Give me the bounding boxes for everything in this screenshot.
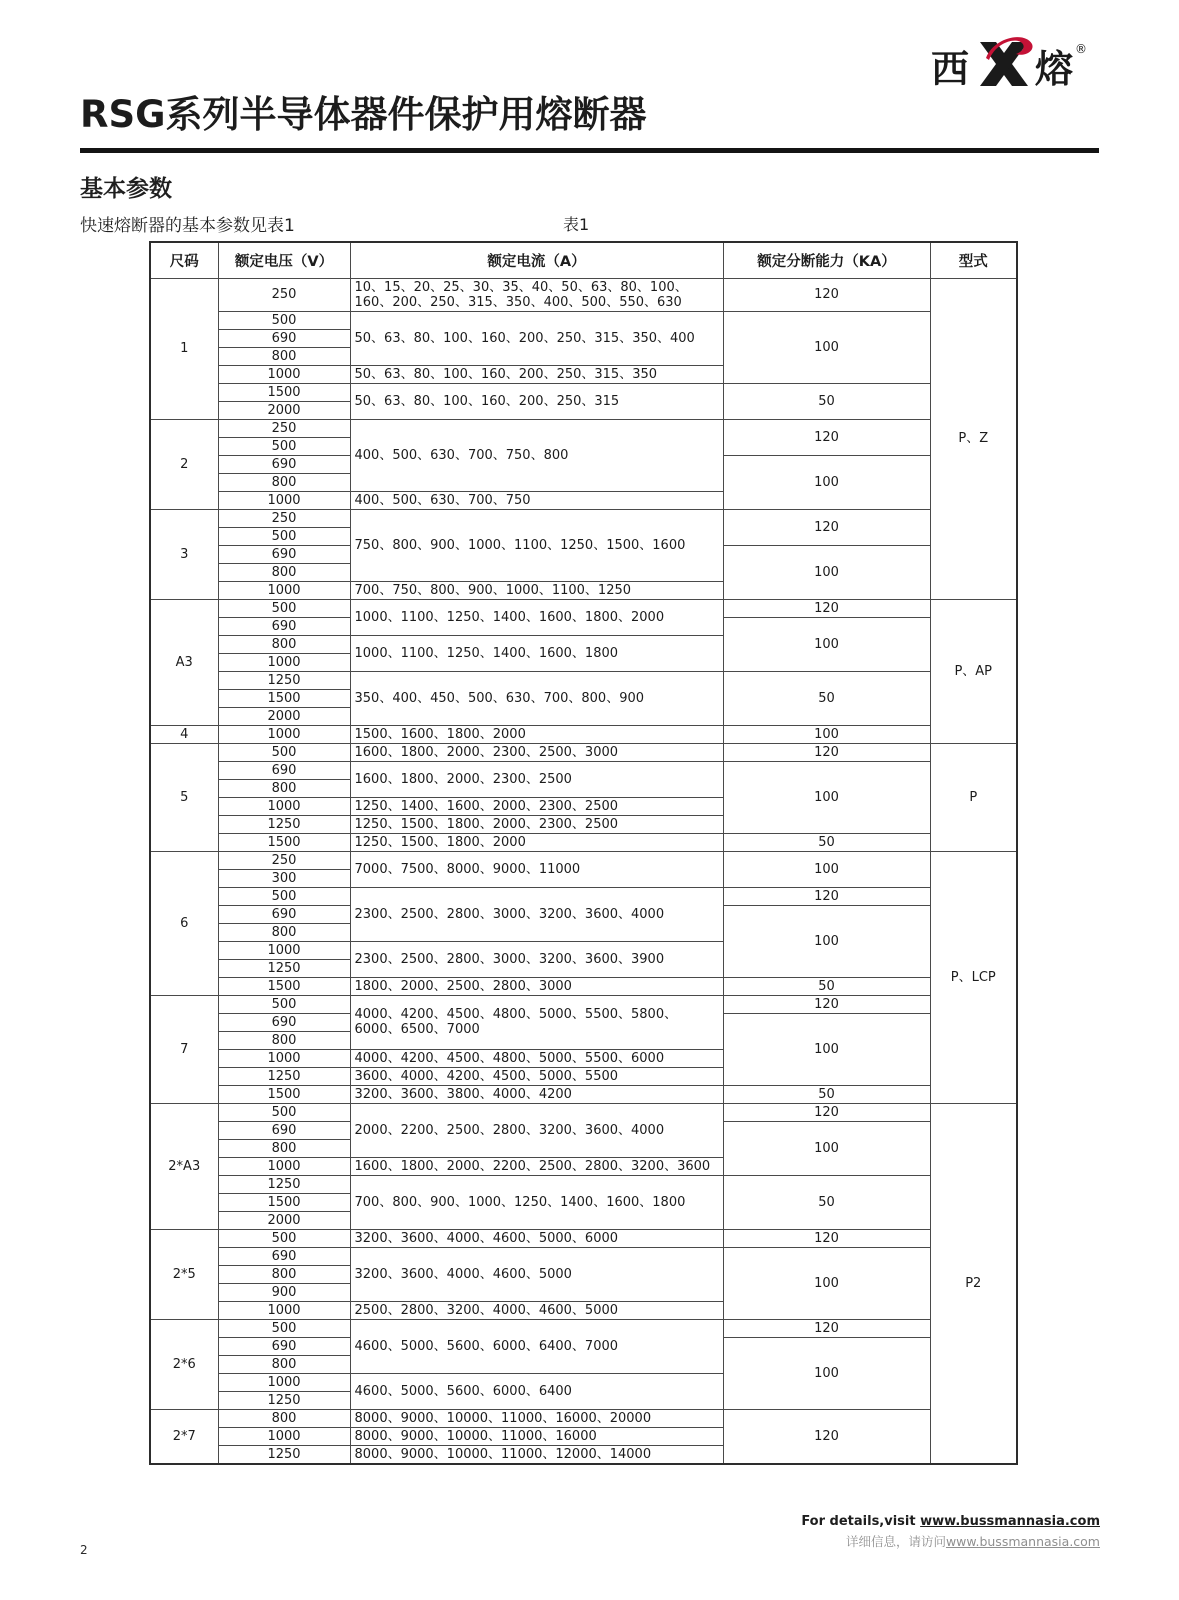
voltage-cell: 800 — [218, 635, 350, 653]
voltage-cell: 500 — [218, 743, 350, 761]
voltage-cell: 690 — [218, 1337, 350, 1355]
size-cell: A3 — [150, 599, 218, 725]
voltage-cell: 1000 — [218, 941, 350, 959]
logo-char-left: 西 — [930, 47, 969, 91]
current-cell: 1600、1800、2000、2300、2500 — [350, 761, 723, 797]
voltage-cell: 690 — [218, 617, 350, 635]
voltage-cell: 1000 — [218, 797, 350, 815]
breaking-cell: 100 — [723, 1247, 930, 1319]
current-cell: 3600、4000、4200、4500、5000、5500 — [350, 1067, 723, 1085]
logo-char-right: 熔 — [1034, 47, 1073, 91]
current-cell: 700、800、900、1000、1250、1400、1600、1800 — [350, 1175, 723, 1229]
current-cell: 4000、4200、4500、4800、5000、5500、5800、6000、6500、7000 — [350, 995, 723, 1049]
current-cell: 400、500、630、700、750 — [350, 491, 723, 509]
voltage-cell: 1000 — [218, 1157, 350, 1175]
size-cell: 4 — [150, 725, 218, 743]
voltage-cell: 690 — [218, 1121, 350, 1139]
voltage-cell: 1500 — [218, 689, 350, 707]
size-cell: 6 — [150, 851, 218, 995]
voltage-cell: 500 — [218, 1319, 350, 1337]
table-row — [150, 851, 1017, 869]
voltage-cell: 500 — [218, 1229, 350, 1247]
breaking-cell: 100 — [723, 1337, 930, 1409]
current-cell: 8000、9000、10000、11000、16000、20000 — [350, 1409, 723, 1427]
column-header: 型式 — [930, 242, 1017, 278]
page-footer — [801, 1514, 1100, 1550]
voltage-cell: 250 — [218, 419, 350, 437]
voltage-cell: 250 — [218, 509, 350, 527]
breaking-cell: 120 — [723, 743, 930, 761]
section-heading: 基本参数 — [80, 176, 172, 202]
breaking-cell: 120 — [723, 278, 930, 311]
current-cell: 7000、7500、8000、9000、11000 — [350, 851, 723, 887]
voltage-cell: 800 — [218, 347, 350, 365]
voltage-cell: 500 — [218, 437, 350, 455]
voltage-cell: 1000 — [218, 581, 350, 599]
voltage-cell: 1250 — [218, 671, 350, 689]
breaking-cell: 120 — [723, 1229, 930, 1247]
breaking-cell: 100 — [723, 1013, 930, 1085]
type-cell: P — [930, 743, 1017, 851]
voltage-cell: 1000 — [218, 725, 350, 743]
type-cell: P、Z — [930, 278, 1017, 599]
table-row — [150, 1085, 1017, 1103]
current-cell: 1250、1400、1600、2000、2300、2500 — [350, 797, 723, 815]
voltage-cell: 800 — [218, 1265, 350, 1283]
voltage-cell: 300 — [218, 869, 350, 887]
breaking-cell: 120 — [723, 1319, 930, 1337]
current-cell: 1600、1800、2000、2200、2500、2800、3200、3600 — [350, 1157, 723, 1175]
current-cell: 1000、1100、1250、1400、1600、1800 — [350, 635, 723, 671]
voltage-cell: 800 — [218, 1355, 350, 1373]
table-row — [150, 1103, 1017, 1121]
breaking-cell: 50 — [723, 1175, 930, 1229]
voltage-cell: 500 — [218, 311, 350, 329]
page-title: RSG系列半导体器件保护用熔断器 — [80, 93, 647, 136]
breaking-cell: 50 — [723, 383, 930, 419]
voltage-cell: 800 — [218, 1139, 350, 1157]
voltage-cell: 1000 — [218, 1373, 350, 1391]
size-cell: 7 — [150, 995, 218, 1103]
current-cell: 1500、1600、1800、2000 — [350, 725, 723, 743]
voltage-cell: 690 — [218, 1247, 350, 1265]
voltage-cell: 800 — [218, 923, 350, 941]
table-row — [150, 977, 1017, 995]
current-cell: 50、63、80、100、160、200、250、315、350 — [350, 365, 723, 383]
brand-logo — [930, 34, 1087, 91]
current-cell: 1250、1500、1800、2000 — [350, 833, 723, 851]
breaking-cell: 100 — [723, 545, 930, 599]
voltage-cell: 1000 — [218, 1427, 350, 1445]
size-cell: 3 — [150, 509, 218, 599]
breaking-cell: 100 — [723, 851, 930, 887]
voltage-cell: 1250 — [218, 959, 350, 977]
footer-link-en[interactable]: www.bussmannasia.com — [920, 1514, 1100, 1529]
breaking-cell: 120 — [723, 887, 930, 905]
current-cell: 750、800、900、1000、1100、1250、1500、1600 — [350, 509, 723, 581]
voltage-cell: 1000 — [218, 653, 350, 671]
current-cell: 1800、2000、2500、2800、3000 — [350, 977, 723, 995]
current-cell: 2000、2200、2500、2800、3200、3600、4000 — [350, 1103, 723, 1157]
current-cell: 3200、3600、3800、4000、4200 — [350, 1085, 723, 1103]
voltage-cell: 690 — [218, 545, 350, 563]
voltage-cell: 800 — [218, 473, 350, 491]
voltage-cell: 690 — [218, 761, 350, 779]
table-row — [150, 761, 1017, 779]
current-cell: 4600、5000、5600、6000、6400、7000 — [350, 1319, 723, 1373]
table-row — [150, 725, 1017, 743]
voltage-cell: 900 — [218, 1283, 350, 1301]
current-cell: 2300、2500、2800、3000、3200、3600、3900 — [350, 941, 723, 977]
table-header-row — [150, 242, 1017, 278]
voltage-cell: 1000 — [218, 1049, 350, 1067]
voltage-cell: 1250 — [218, 1391, 350, 1409]
xr-swoosh-icon — [970, 34, 1034, 90]
type-cell: P、LCP — [930, 851, 1017, 1103]
current-cell: 50、63、80、100、160、200、250、315 — [350, 383, 723, 419]
voltage-cell: 1250 — [218, 1067, 350, 1085]
footer-text-cn: 详细信息，请访问 — [845, 1534, 946, 1549]
voltage-cell: 800 — [218, 779, 350, 797]
voltage-cell: 1000 — [218, 365, 350, 383]
size-cell: 2*6 — [150, 1319, 218, 1409]
voltage-cell: 1000 — [218, 491, 350, 509]
table-row — [150, 1319, 1017, 1337]
page-number: 2 — [80, 1543, 88, 1557]
voltage-cell: 1500 — [218, 383, 350, 401]
title-rule — [80, 148, 1099, 153]
breaking-cell: 50 — [723, 833, 930, 851]
voltage-cell: 500 — [218, 995, 350, 1013]
breaking-cell: 120 — [723, 995, 930, 1013]
registered-trademark: ® — [1075, 42, 1087, 56]
current-cell: 1000、1100、1250、1400、1600、1800、2000 — [350, 599, 723, 635]
breaking-cell: 120 — [723, 1409, 930, 1464]
table-container — [149, 241, 1018, 1465]
column-header: 尺码 — [150, 242, 218, 278]
table-row — [150, 1175, 1017, 1193]
table-row — [150, 509, 1017, 527]
voltage-cell: 800 — [218, 563, 350, 581]
breaking-cell: 100 — [723, 311, 930, 383]
table-row — [150, 278, 1017, 311]
voltage-cell: 690 — [218, 1013, 350, 1031]
breaking-cell: 100 — [723, 725, 930, 743]
voltage-cell: 1500 — [218, 977, 350, 995]
column-header: 额定电压（V） — [218, 242, 350, 278]
table-row — [150, 383, 1017, 401]
table-caption: 快速熔断器的基本参数见表1 — [80, 216, 295, 236]
voltage-cell: 1500 — [218, 1193, 350, 1211]
voltage-cell: 1250 — [218, 1445, 350, 1464]
voltage-cell: 800 — [218, 1031, 350, 1049]
breaking-cell: 100 — [723, 761, 930, 833]
spec-table — [149, 241, 1018, 1465]
current-cell: 350、400、450、500、630、700、800、900 — [350, 671, 723, 725]
current-cell: 4600、5000、5600、6000、6400 — [350, 1373, 723, 1409]
size-cell: 1 — [150, 278, 218, 419]
footer-link-cn[interactable]: www.bussmannasia.com — [945, 1534, 1100, 1549]
breaking-cell: 100 — [723, 617, 930, 671]
voltage-cell: 2000 — [218, 1211, 350, 1229]
voltage-cell: 1250 — [218, 1175, 350, 1193]
breaking-cell: 100 — [723, 455, 930, 509]
current-cell: 10、15、20、25、30、35、40、50、63、80、100、160、200、250、315、350、400、500、550、630 — [350, 278, 723, 311]
voltage-cell: 800 — [218, 1409, 350, 1427]
breaking-cell: 120 — [723, 419, 930, 455]
table-row — [150, 833, 1017, 851]
current-cell: 2300、2500、2800、3000、3200、3600、4000 — [350, 887, 723, 941]
voltage-cell: 690 — [218, 905, 350, 923]
voltage-cell: 500 — [218, 1103, 350, 1121]
voltage-cell: 1500 — [218, 833, 350, 851]
breaking-cell: 100 — [723, 905, 930, 977]
breaking-cell: 120 — [723, 509, 930, 545]
breaking-cell: 100 — [723, 1121, 930, 1175]
table-row — [150, 599, 1017, 617]
type-cell: P2 — [930, 1103, 1017, 1464]
breaking-cell: 50 — [723, 671, 930, 725]
current-cell: 3200、3600、4000、4600、5000 — [350, 1247, 723, 1301]
size-cell: 2 — [150, 419, 218, 509]
table-row — [150, 995, 1017, 1013]
table-row — [150, 1409, 1017, 1427]
table-row — [150, 1247, 1017, 1265]
voltage-cell: 250 — [218, 278, 350, 311]
column-header: 额定分断能力（KA） — [723, 242, 930, 278]
voltage-cell: 2000 — [218, 707, 350, 725]
type-cell: P、AP — [930, 599, 1017, 743]
current-cell: 50、63、80、100、160、200、250、315、350、400 — [350, 311, 723, 365]
voltage-cell: 500 — [218, 887, 350, 905]
size-cell: 2*5 — [150, 1229, 218, 1319]
table-row — [150, 743, 1017, 761]
current-cell: 2500、2800、3200、4000、4600、5000 — [350, 1301, 723, 1319]
current-cell: 8000、9000、10000、11000、12000、14000 — [350, 1445, 723, 1464]
breaking-cell: 50 — [723, 1085, 930, 1103]
voltage-cell: 1250 — [218, 815, 350, 833]
voltage-cell: 250 — [218, 851, 350, 869]
footer-line-cn — [801, 1532, 1100, 1550]
breaking-cell: 50 — [723, 977, 930, 995]
current-cell: 4000、4200、4500、4800、5000、5500、6000 — [350, 1049, 723, 1067]
voltage-cell: 2000 — [218, 401, 350, 419]
table-row — [150, 419, 1017, 437]
current-cell: 700、750、800、900、1000、1100、1250 — [350, 581, 723, 599]
size-cell: 2*A3 — [150, 1103, 218, 1229]
current-cell: 8000、9000、10000、11000、16000 — [350, 1427, 723, 1445]
size-cell: 5 — [150, 743, 218, 851]
voltage-cell: 690 — [218, 455, 350, 473]
voltage-cell: 690 — [218, 329, 350, 347]
table-row — [150, 1229, 1017, 1247]
current-cell: 400、500、630、700、750、800 — [350, 419, 723, 491]
current-cell: 1600、1800、2000、2300、2500、3000 — [350, 743, 723, 761]
voltage-cell: 1000 — [218, 1301, 350, 1319]
footer-text-en: For details,visit — [801, 1514, 921, 1529]
current-cell: 1250、1500、1800、2000、2300、2500 — [350, 815, 723, 833]
voltage-cell: 500 — [218, 599, 350, 617]
table-number-label: 表1 — [563, 215, 590, 234]
size-cell: 2*7 — [150, 1409, 218, 1464]
table-row — [150, 887, 1017, 905]
voltage-cell: 1500 — [218, 1085, 350, 1103]
current-cell: 3200、3600、4000、4600、5000、6000 — [350, 1229, 723, 1247]
voltage-cell: 500 — [218, 527, 350, 545]
table-row — [150, 671, 1017, 689]
breaking-cell: 120 — [723, 599, 930, 617]
table-row — [150, 311, 1017, 329]
breaking-cell: 120 — [723, 1103, 930, 1121]
footer-line-en — [801, 1514, 1100, 1529]
column-header: 额定电流（A） — [350, 242, 723, 278]
